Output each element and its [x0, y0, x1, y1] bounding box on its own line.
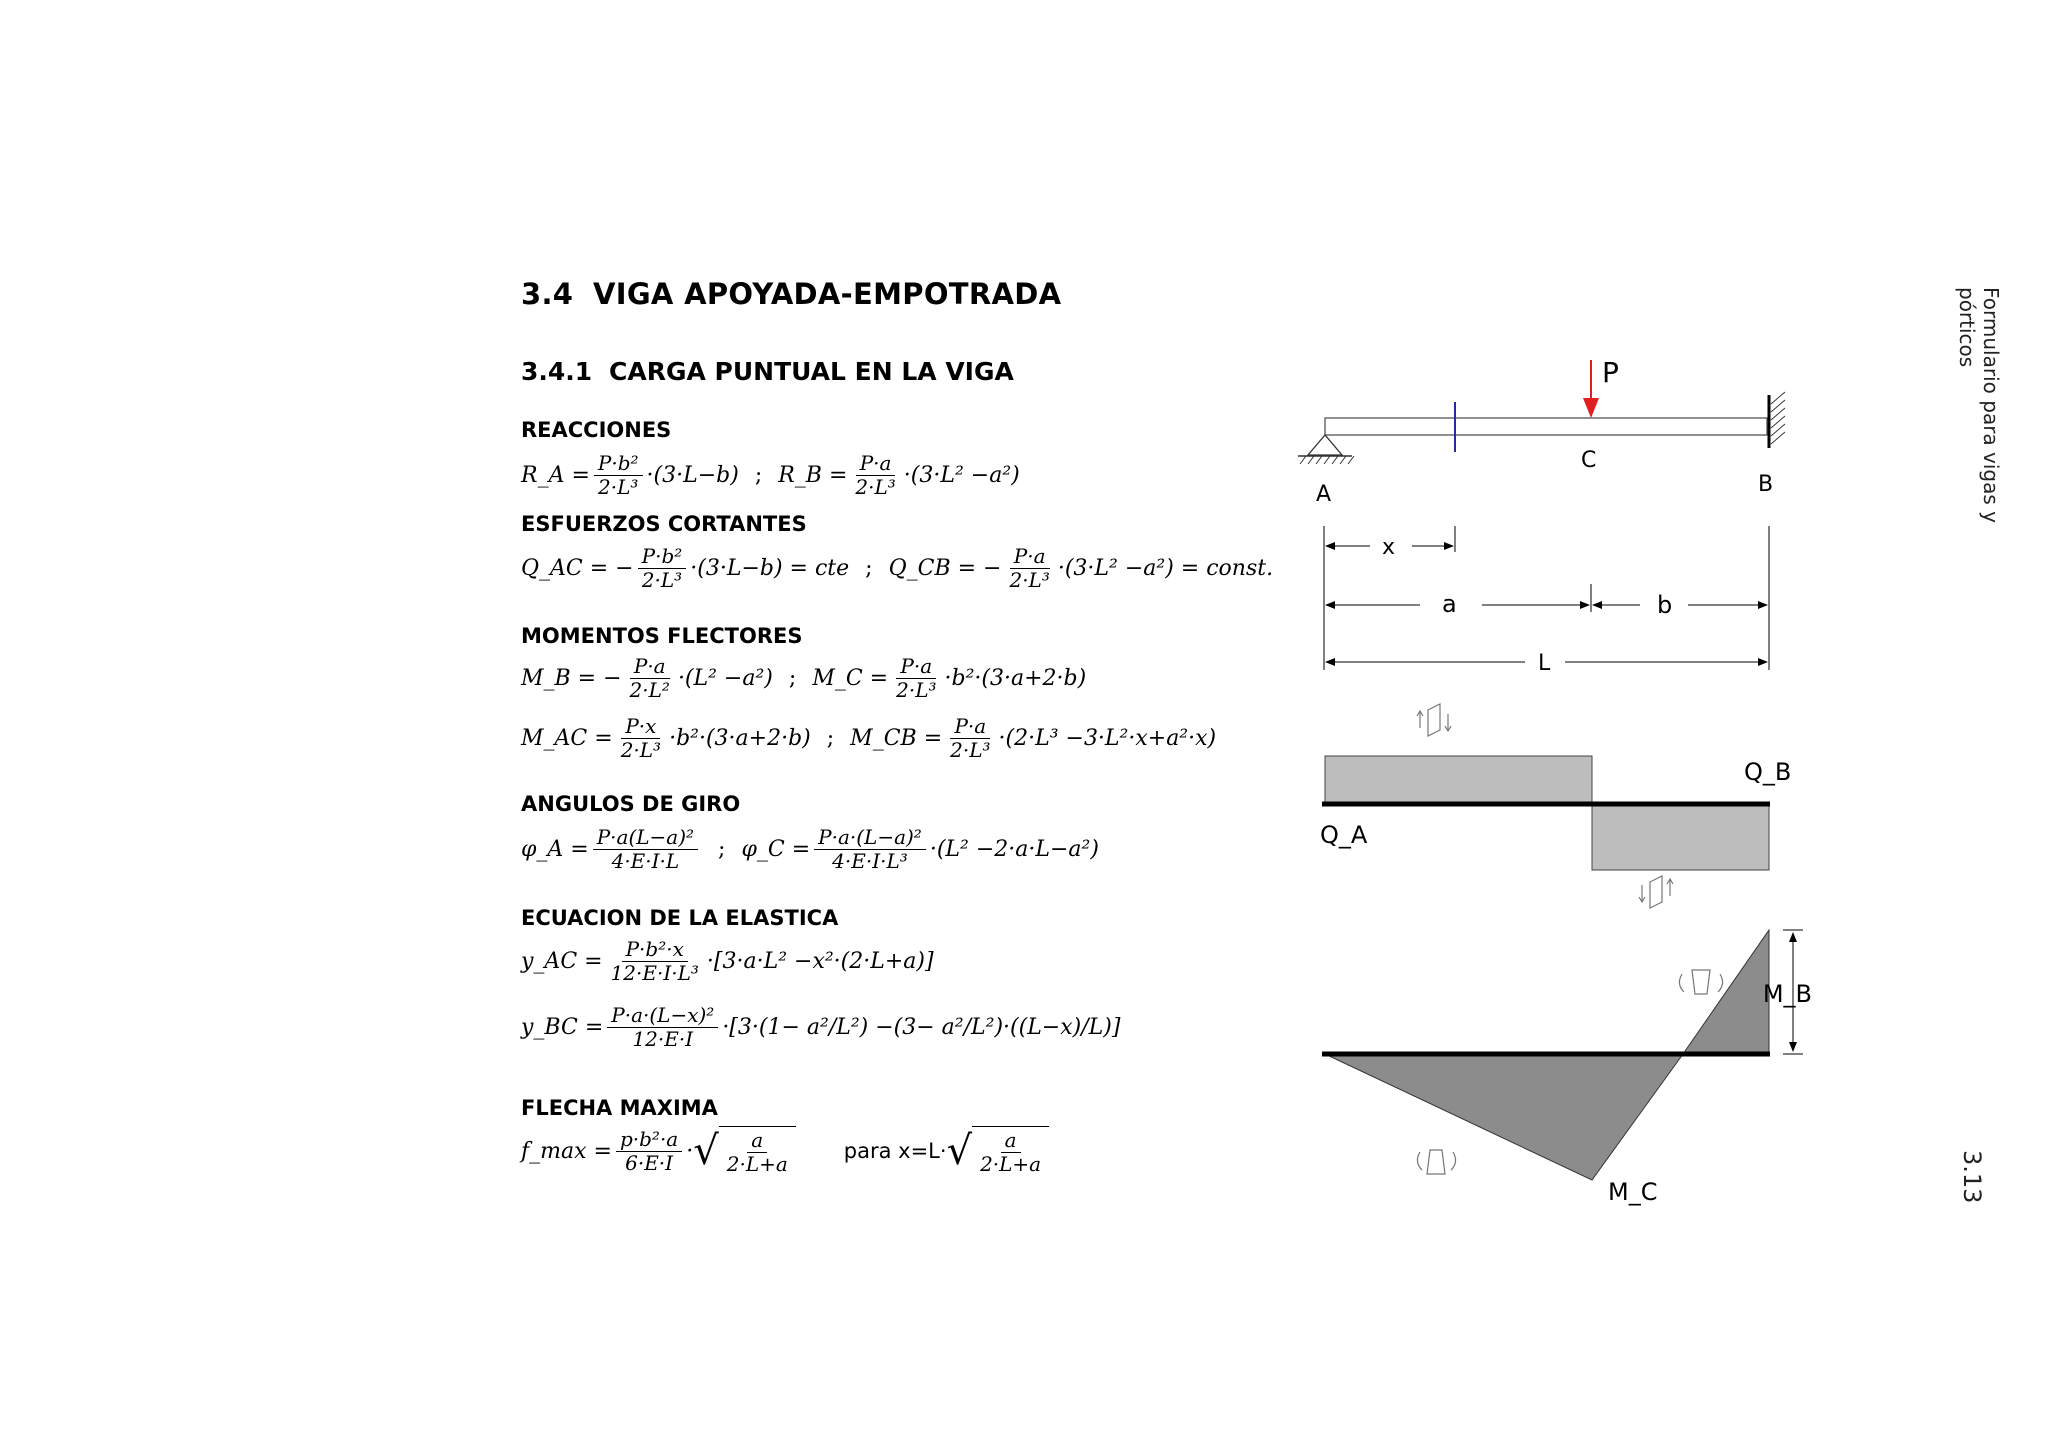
heading-flecha: FLECHA MAXIMA [521, 1096, 718, 1120]
eq-separator: ; [826, 726, 835, 751]
equation-rotation-row [521, 826, 1099, 873]
equation-moment-row-1 [521, 655, 1086, 702]
eq-mc-lhs: M_C = [812, 666, 889, 691]
beam [1325, 418, 1767, 435]
beam-diagram [1280, 340, 1812, 1220]
sqrt-sign: √ [946, 1128, 973, 1174]
equation-elastic-row-2 [521, 1004, 1120, 1051]
eq-phia-lhs: φ_A = [521, 837, 589, 862]
eq-separator: ; [788, 666, 797, 691]
eq-qcb-den: 2·L³ [1009, 568, 1050, 592]
eq-rb-num: P·a [856, 452, 896, 476]
eq-qac-rest: ·(3·L−b) = cte [690, 556, 850, 581]
eq-mac-rest: ·b²·(3·a+2·b) [669, 726, 811, 751]
eq-yac-rest: ·[3·a·L² −x²·(2·L+a)] [706, 949, 934, 974]
running-header [1955, 287, 2003, 587]
heading-elastica: ECUACION DE LA ELASTICA [521, 906, 839, 930]
eq-mcb-num: P·a [950, 715, 990, 739]
moment-sign-icon [1417, 1150, 1455, 1174]
equation-reactions-row [521, 452, 1020, 499]
section-title [521, 277, 1061, 311]
sqrt-sign: √ [693, 1128, 719, 1174]
eq-mcb-rest: ·(2·L³ −3·L²·x+a²·x) [998, 726, 1217, 751]
eq-para-text: para x=L· [843, 1139, 947, 1163]
eq-separator: ; [718, 837, 726, 862]
dim-l-label: L [1538, 651, 1551, 676]
eq-qcb-lhs: Q_CB = − [888, 556, 1002, 581]
eq-qcb-rest: ·(3·L² −a²) = const. [1057, 556, 1274, 581]
subsection-title [521, 357, 1014, 386]
eq-mcb-lhs: M_CB = [850, 726, 943, 751]
eq-phia-num: P·a(L−a)² [593, 826, 698, 850]
equation-moment-row-2 [521, 715, 1216, 762]
eq-qcb-num: P·a [1010, 545, 1050, 569]
eq-phic-num: P·a·(L−a)² [814, 826, 926, 850]
eq-fmax-num: p·b²·a [616, 1128, 682, 1152]
shear-sign-icon [1417, 704, 1451, 736]
eq-mc-den: 2·L³ [896, 678, 937, 702]
eq-ra-rest: ·(3·L−b) [646, 463, 739, 488]
page-number: 3.13 [1958, 1150, 1986, 1204]
equation-elastic-row-1 [521, 938, 934, 985]
eq-mac-den: 2·L³ [620, 738, 662, 762]
eq-phic-den: 4·E·I·L³ [832, 849, 908, 873]
eq-separator: ; [865, 556, 873, 581]
running-header-text: Formulario para vigas y pórticos [1955, 287, 2003, 523]
eq-phic-rest: ·(L² −2·a·L−a²) [929, 837, 1099, 862]
eq-mac-lhs: M_AC = [521, 726, 613, 751]
point-b-label: B [1758, 472, 1774, 497]
eq-rb-den: 2·L³ [855, 475, 896, 499]
eq-mc-num: P·a [896, 655, 936, 679]
eq-fmax-fraction [616, 1128, 682, 1175]
equation-deflection-row: f_max = $\frac{\text{p·b²·a}}{6\cdot E\cdot I}$ · √ $\frac{a}{2\cdot L+a}$ para x=L· √ $\frac{a}{2\cdot L+a}$ [521, 1126, 1049, 1176]
eq-fmax-lhs: f_max = [521, 1138, 612, 1164]
dim-x-label: x [1382, 535, 1396, 560]
eq-para-rad-num: a [1001, 1129, 1021, 1153]
pin-support-icon [1298, 435, 1354, 464]
eq-ra-num: P·b² [594, 452, 643, 476]
eq-ybc-lhs: y_BC = [521, 1015, 604, 1040]
eq-mac-num: P·x [621, 715, 660, 739]
eq-para-sqrt [947, 1126, 1050, 1176]
eq-yac-den: 12·E·I·L³ [610, 961, 699, 985]
qb-label: Q_B [1744, 758, 1792, 786]
eq-mb-fraction [626, 655, 674, 702]
fixed-support-icon [1769, 392, 1785, 448]
eq-phic-lhs: φ_C = [741, 837, 811, 862]
eq-qac-num: P·b² [638, 545, 687, 569]
eq-yac-lhs: y_AC = [521, 949, 603, 974]
eq-fmax-rad-num: a [747, 1129, 767, 1153]
eq-mb-lhs: M_B = − [521, 666, 622, 691]
eq-para-rad-den: 2·L+a [980, 1152, 1042, 1176]
eq-mc-rest: ·b²·(3·a+2·b) [944, 666, 1087, 691]
dim-b-label: b [1657, 591, 1673, 619]
section-number: 3.4 [521, 277, 574, 311]
eq-qac-den: 2·L³ [641, 568, 683, 592]
eq-phia-fraction [593, 826, 698, 873]
eq-qac-fraction [638, 545, 687, 592]
eq-ra-fraction [594, 452, 643, 499]
subsection-title-text: CARGA PUNTUAL EN LA VIGA [609, 357, 1014, 386]
eq-ybc-rest: ·[3·(1− a²/L²) −(3− a²/L²)·((L−x)/L)] [722, 1015, 1121, 1040]
heading-momentos: MOMENTOS FLECTORES [521, 624, 803, 648]
moment-diagram [1322, 930, 1770, 1180]
shear-diagram [1322, 756, 1770, 870]
eq-rb-fraction [851, 452, 899, 499]
section-title-text: VIGA APOYADA-EMPOTRADA [593, 277, 1062, 311]
mb-label: M_B [1762, 980, 1812, 1008]
eq-phia-den: 4·E·I·L [611, 849, 680, 873]
eq-mcb-den: 2·L³ [950, 738, 991, 762]
dim-a-label: a [1442, 590, 1457, 618]
eq-ybc-num: P·a·(L−x)² [607, 1004, 718, 1028]
subsection-number: 3.4.1 [521, 357, 593, 386]
eq-mb-den: 2·L² [629, 678, 670, 702]
moment-sign-icon [1679, 970, 1722, 994]
eq-mb-num: P·a [630, 655, 670, 679]
eq-mb-rest: ·(L² −a²) [677, 666, 773, 691]
load-label: P [1602, 356, 1619, 389]
eq-mc-fraction [892, 655, 940, 702]
eq-qcb-fraction [1005, 545, 1053, 592]
point-a-label: A [1316, 482, 1332, 507]
heading-cortantes: ESFUERZOS CORTANTES [521, 512, 807, 536]
eq-ra-lhs: R_A = [521, 463, 590, 488]
eq-ybc-den: 12·E·I [632, 1027, 694, 1051]
point-c-label: C [1581, 448, 1597, 473]
eq-fmax-sqrt [693, 1126, 796, 1176]
eq-qac-lhs: Q_AC = − [521, 556, 634, 581]
heading-reacciones: REACCIONES [521, 418, 672, 442]
eq-yac-fraction [607, 938, 703, 985]
eq-separator: ; [754, 463, 763, 488]
equation-shear-row [521, 545, 1273, 592]
eq-rb-lhs: R_B = [778, 463, 848, 488]
eq-ybc-fraction [607, 1004, 718, 1051]
eq-phic-fraction [814, 826, 926, 873]
eq-rb-rest: ·(3·L² −a²) [903, 463, 1020, 488]
heading-giro: ANGULOS DE GIRO [521, 792, 741, 816]
eq-fmax-den: 6·E·I [625, 1150, 674, 1175]
eq-mac-fraction [617, 715, 665, 762]
eq-yac-num: P·b²·x [622, 938, 688, 962]
eq-mcb-fraction [946, 715, 994, 762]
mc-label: M_C [1608, 1178, 1658, 1206]
qa-label: Q_A [1320, 821, 1368, 849]
shear-sign-icon [1639, 876, 1673, 908]
eq-fmax-rad-den: 2·L+a [726, 1152, 788, 1176]
eq-ra-den: 2·L³ [598, 475, 639, 499]
